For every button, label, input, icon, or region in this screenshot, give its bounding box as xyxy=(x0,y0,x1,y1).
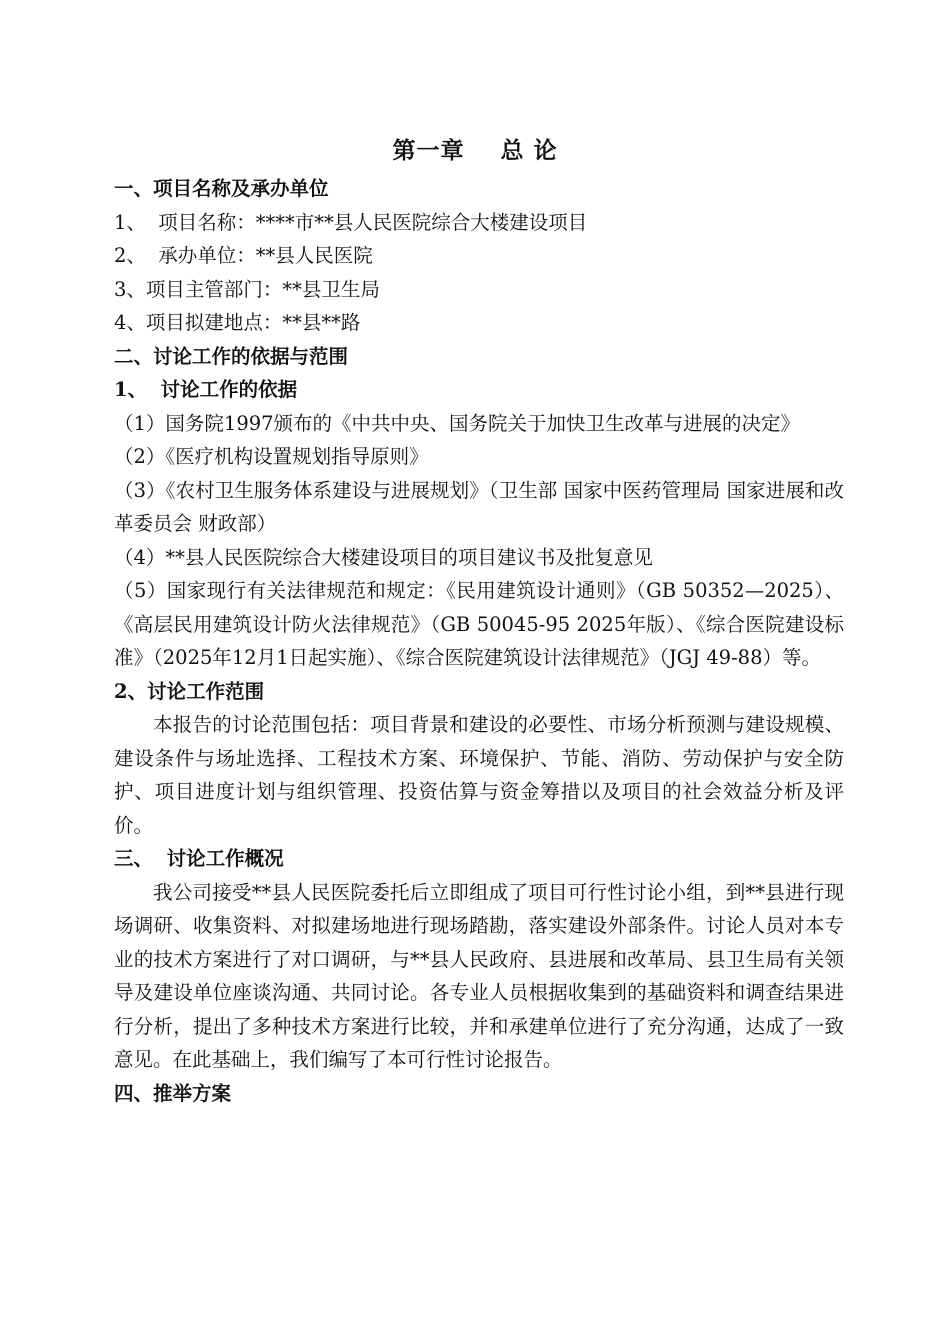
overview-paragraph: 我公司接受**县人民医院委托后立即组成了项目可行性讨论小组，到**县进行现场调研、收集资料、对拟建场地进行现场踏勘，落实建设外部条件。讨论人员对本专业的技术方案进行了对口调研，与**县人民政府、县进展和改革局、县卫生局有关领导及建设单位座谈沟通、共同讨论。各专业人员根据收集到的基础资料和调查结果进行分析，提出了多种技术方案进行比较，并和承建单位进行了充分沟通，达成了一致意见。在此基础上，我们编写了本可行性讨论报告。 xyxy=(114,880,844,1071)
document-body xyxy=(114,172,844,1110)
section-heading-overview: 三、 讨论工作概况 xyxy=(114,847,284,870)
subheading-basis: 1、 讨论工作的依据 xyxy=(114,378,298,401)
basis-item-2: （2）《医疗机构设置规划指导原则》 xyxy=(114,445,429,468)
section-heading-basis-scope: 二、讨论工作的依据与范围 xyxy=(114,344,349,368)
basis-item-5: （5）国家现行有关法律规范和规定：《民用建筑设计通则》（GB 50352—2025）、《高层民用建筑设计防火法律规范》（GB 50045-95 2025年版）、《综合医院建设标准》（2025年12月1日起实施）、《综合医院建筑设计法律规范》（JGJ 49-88）等。 xyxy=(114,579,844,669)
item-sponsor-unit: 2、 承办单位：**县人民医院 xyxy=(114,244,373,267)
item-project-location: 4、项目拟建地点：**县**路 xyxy=(114,311,361,334)
scope-paragraph: 本报告的讨论范围包括：项目背景和建设的必要性、市场分析预测与建设规模、建设条件与场址选择、工程技术方案、环境保护、节能、消防、劳动保护与安全防护、项目进度计划与组织管理、投资估算与资金筹措以及项目的社会效益分析及评价。 xyxy=(114,713,844,837)
item-project-name: 1、 项目名称：****市**县人民医院综合大楼建设项目 xyxy=(114,210,588,234)
subheading-scope: 2、讨论工作范围 xyxy=(114,679,265,703)
item-supervising-department: 3、项目主管部门：**县卫生局 xyxy=(114,277,380,301)
section-heading-project-name: 一、项目名称及承办单位 xyxy=(114,177,329,200)
basis-item-3: （3）《农村卫生服务体系建设与进展规划》（卫生部 国家中医药管理局 国家进展和改革委员会 财政部） xyxy=(114,478,844,535)
chapter-title: 第一章 总 论 xyxy=(392,137,558,164)
section-heading-recommendation: 四、推举方案 xyxy=(114,1081,232,1105)
basis-item-4: （4）**县人民医院综合大楼建设项目的项目建议书及批复意见 xyxy=(114,545,653,569)
basis-item-1: （1）国务院1997颁布的《中共中央、国务院关于加快卫生改革与进展的决定》 xyxy=(114,411,801,435)
